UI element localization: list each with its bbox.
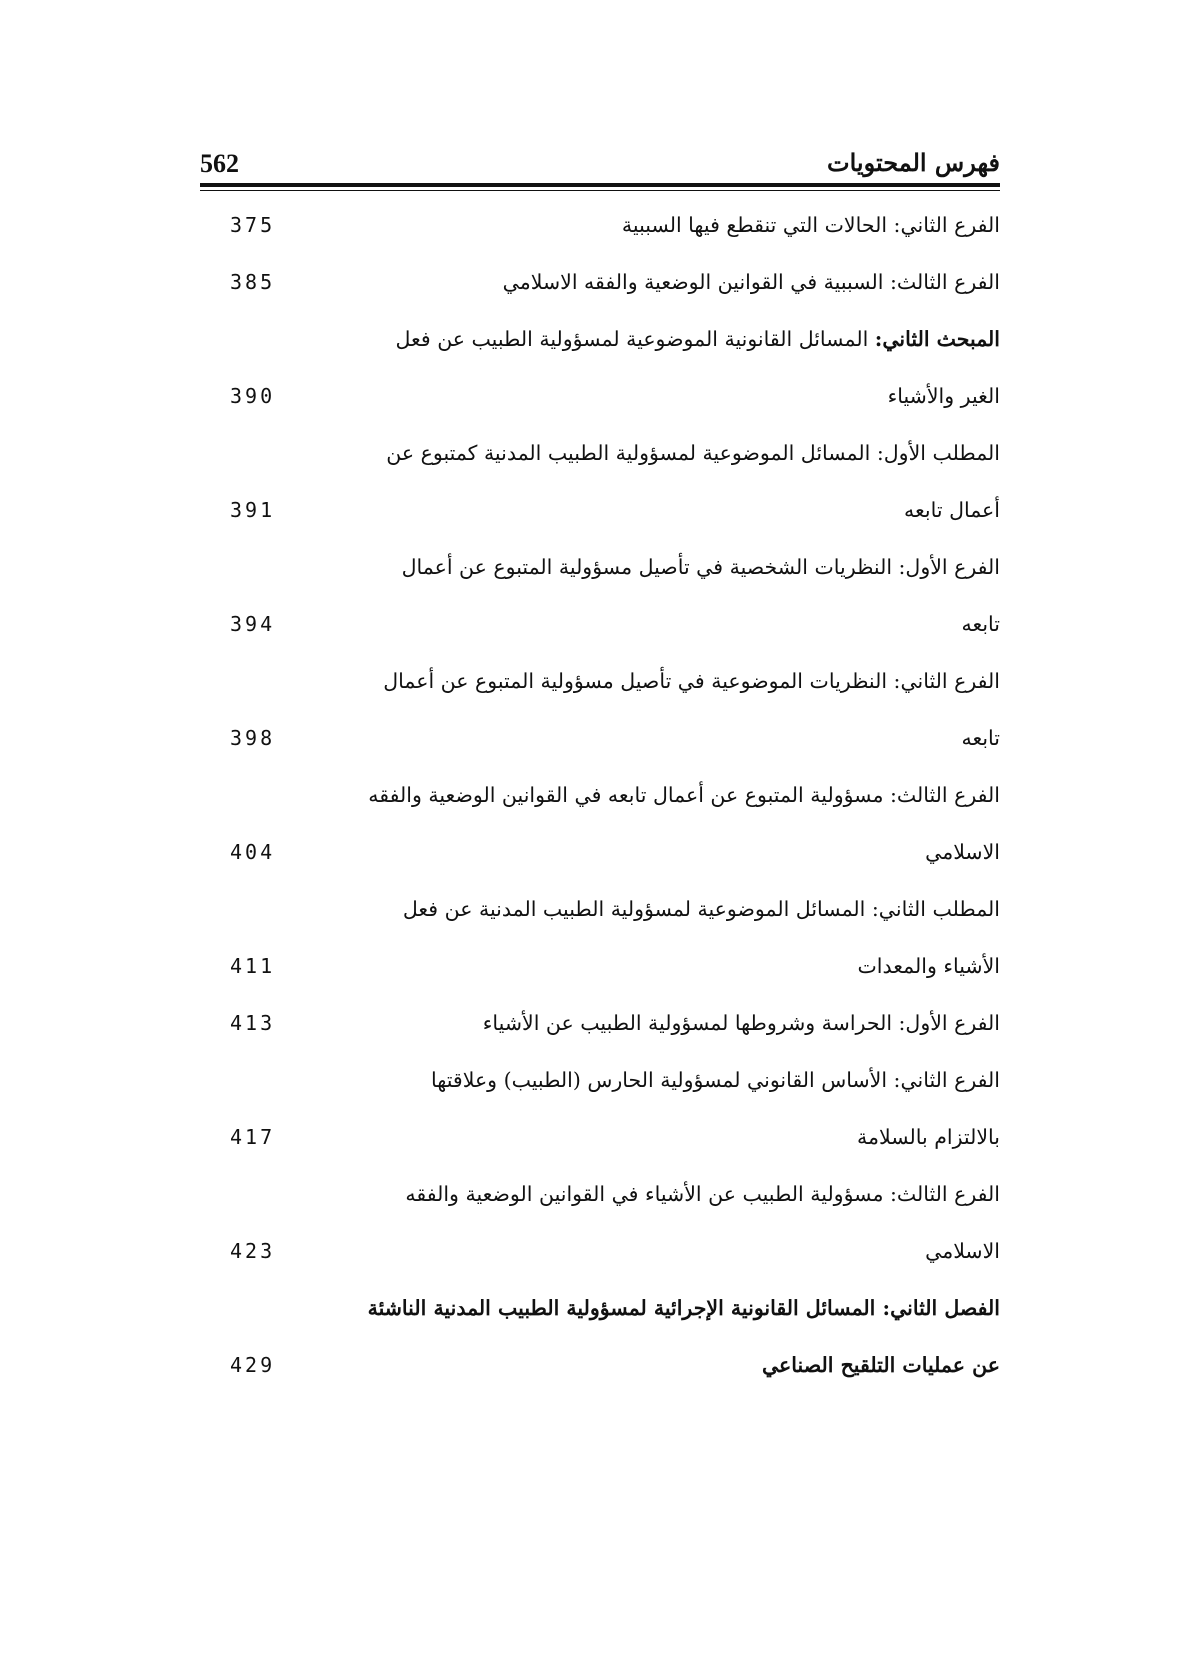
toc-entry-text: أعمال تابعه: [904, 498, 1000, 522]
toc-entry-text: المطلب الثاني: المسائل الموضوعية لمسؤولية الطبيب المدنية عن فعل: [402, 897, 1000, 921]
toc-entry-line: [200, 1280, 1000, 1337]
toc-page-number: 385: [230, 270, 276, 294]
toc-entry-text: الفرع الثاني: الحالات التي تنقطع فيها السببية: [621, 213, 1000, 237]
toc-page-number: 413: [230, 1011, 276, 1035]
toc-entry-text: المطلب الأول: المسائل الموضوعية لمسؤولية الطبيب المدنية كمتبوع عن: [386, 441, 1000, 465]
toc-entry-line: [200, 482, 1000, 539]
running-title: فهرس المحتويات: [826, 148, 1000, 177]
toc-entry-line: [200, 311, 1000, 368]
toc-page-number: 394: [230, 612, 276, 636]
toc-entry-line: [200, 596, 1000, 653]
toc-entry-text: الغير والأشياء: [887, 384, 1000, 408]
toc-entry-text: الاسلامي: [925, 840, 1000, 864]
toc-entry-line: [200, 254, 1000, 311]
toc-entry-text: الفرع الثالث: مسؤولية الطبيب عن الأشياء في القوانين الوضعية والفقه: [405, 1182, 1000, 1206]
toc-entry-text: الفرع الأول: النظريات الشخصية في تأصيل مسؤولية المتبوع عن أعمال: [401, 555, 1000, 579]
toc-entry-line: [200, 368, 1000, 425]
toc-entry-line: [200, 881, 1000, 938]
toc-entry-text: الفرع الثاني: النظريات الموضوعية في تأصيل مسؤولية المتبوع عن أعمال: [383, 669, 1000, 693]
toc-page-number: 404: [230, 840, 276, 864]
toc-entry-text: الاسلامي: [925, 1239, 1000, 1263]
toc-entry-line: [200, 938, 1000, 995]
toc-entry-line: [200, 1109, 1000, 1166]
toc-page-number: 423: [230, 1239, 276, 1263]
toc-entry-line: [200, 1166, 1000, 1223]
table-of-contents: [200, 197, 1000, 1394]
toc-entry-text: الفصل الثاني: المسائل القانونية الإجرائية لمسؤولية الطبيب المدنية الناشئة: [367, 1296, 1000, 1320]
toc-entry-text: الأشياء والمعدات: [857, 954, 1000, 978]
toc-page-number: 411: [230, 954, 276, 978]
toc-entry-text: [330, 321, 1000, 357]
toc-entry-line: [200, 995, 1000, 1052]
toc-entry-lead: المبحث الثاني:: [874, 327, 1000, 351]
toc-page-number: 398: [230, 726, 276, 750]
page-number: 562: [200, 149, 239, 178]
toc-entry-text: تابعه: [961, 726, 1000, 750]
toc-entry-text: بالالتزام بالسلامة: [857, 1125, 1000, 1149]
toc-entry-line: [200, 767, 1000, 824]
toc-entry-line: [200, 1337, 1000, 1394]
toc-entry-line: [200, 653, 1000, 710]
toc-entry-text: الفرع الثاني: الأساس القانوني لمسؤولية الحارس (الطبيب) وعلاقتها: [431, 1068, 1000, 1092]
toc-entry-line: [200, 824, 1000, 881]
toc-entry-text: تابعه: [961, 612, 1000, 636]
toc-entry-line: [200, 425, 1000, 482]
toc-entry-text: الفرع الثالث: مسؤولية المتبوع عن أعمال تابعه في القوانين الوضعية والفقه: [368, 783, 1000, 807]
toc-page-number: 417: [230, 1125, 276, 1149]
toc-entry-text: الفرع الأول: الحراسة وشروطها لمسؤولية الطبيب عن الأشياء: [482, 1011, 1000, 1035]
toc-page-number: 391: [230, 498, 276, 522]
toc-entry-line: [200, 1223, 1000, 1280]
toc-entry-text: عن عمليات التلقيح الصناعي: [761, 1353, 1000, 1377]
toc-entry-line: [200, 710, 1000, 767]
page-header: [200, 135, 1000, 185]
toc-page-number: 390: [230, 384, 276, 408]
toc-entry-line: [200, 1052, 1000, 1109]
toc-page-number: 375: [230, 213, 276, 237]
header-rule-thick: [200, 183, 1000, 187]
toc-page-number: 429: [230, 1353, 276, 1377]
toc-entry-rest: المسائل القانونية الموضوعية لمسؤولية الطبيب عن فعل: [395, 327, 875, 351]
header-rule-thin: [200, 190, 1000, 191]
toc-entry-line: [200, 197, 1000, 254]
toc-entry-line: [200, 539, 1000, 596]
toc-entry-text: الفرع الثالث: السببية في القوانين الوضعية والفقه الاسلامي: [502, 270, 1000, 294]
